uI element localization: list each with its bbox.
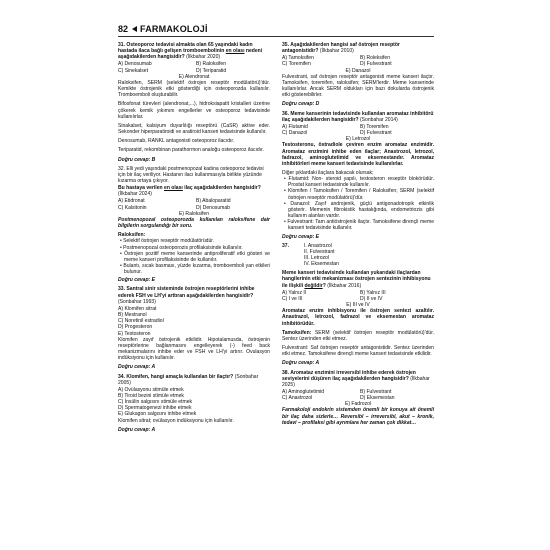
answer: Doğru cevap: E <box>118 277 156 284</box>
explanation: Fulvestrant, saf östrojen reseptör antagonisti meme kanseri ilaçtır. Tamoksifen, toremifen, raloksifen; SERM'lerdir. Meme kanserinde kullanılırlar. Ancak SERM oldukları için bazı dokularda östrojenik etki gösterebilirler. <box>282 73 434 99</box>
answer: Doğru cevap: D <box>282 101 320 108</box>
explanation: Denosumab, RANKL antagonisti osteoporoz ilacıdır. <box>118 138 235 145</box>
option: A) Flutamid <box>282 123 308 130</box>
roman-item: I. Anastrozol <box>304 242 332 249</box>
option: A) Etidronat <box>118 198 145 205</box>
option: D) Spermatogenezi inhibe etmek <box>118 405 192 412</box>
question-32-stem: 32. Elli yedi yaşındaki postmenopozal kadına osteoporoz tedavisi için bir ilaç veriliyor. Hastanın ilacı kullanmasıyla birlikte yüzünde kızarma ortaya çıkıyor. <box>118 165 264 184</box>
option: E) Danazol <box>345 67 371 74</box>
question-number: 37. <box>282 242 290 249</box>
explanation: Fulvestrant: Saf östrojen reseptör antagonistidir. Sentez üzerinden etki etmez. Tamoksifene dirençli meme kanseri tedavisinde etkilidir. <box>282 345 434 358</box>
question-31-stem: 31. Osteoporoz tedavisi almakta olan 65 yaşındaki kadın hastada ilaca bağlı gelişen tromboembolinin en olası nedeni aşağıdakilerden hangisidir? (İlkbahar 2020) <box>118 42 263 61</box>
answer: Doğru cevap: A <box>282 360 320 367</box>
option: C) İnsülin salgısını stimüle etmek <box>118 399 193 406</box>
bullet: • Postmenopozal osteoporozis profilaksisinde kullanılır. <box>120 244 243 251</box>
note: Farmakoloji endokrin sistemden önemli bir konuya ait önemli bir ilaç daha sizlerle… Reversibl – irreversibl, akut – kronik, tedavi – profilaksi gibi ayrımlara her zaman çok dikkat… <box>282 407 434 426</box>
triangle-left-icon <box>132 26 137 32</box>
option: D) Denosumab <box>196 204 230 211</box>
note: Postmenopozal osteoporozda kullanılan raloksifene dair bilgilerin sorgulandığı bir soru. <box>118 216 270 230</box>
option: C) Kalsitonin <box>118 204 147 211</box>
bullet: • Bulantı, sıcak basması, yüzde kızarma, tromboemboli yan etkileri bulunur. <box>120 263 270 276</box>
question-33-stem: 33. Santral sinir sisteminde östrojen reseptörlerini inhibe ederek FSH ve LH'yi arttıran aşağıdakilerden hangisidir? (Sonbahar 1993) <box>118 286 255 305</box>
explanation: Raloksifen, SERM (selektif östrojen reseptör modülatörü)'dür. Kemikte östrojenik etki göstərdiği için osteoporozda kullanılır. Tromboemboli oluşturabilir. <box>118 79 270 99</box>
option: B) Roleksifen <box>360 55 391 62</box>
explanation: Aromataz enzim inhibisyonu ile östrojen sentezi azaltılır. Anastrazol, letrozol, fadrazol ve eksemestan aromataz inhibitörüdür. <box>282 308 434 327</box>
option: C) Anastrozol <box>282 395 313 402</box>
question-37-options <box>282 290 434 302</box>
others-title: Diğer şıklardaki ilaçlara bakacak olursak; <box>282 169 374 176</box>
bullet: • Selektif östrojen reseptör modülatörüdür. <box>120 238 215 245</box>
option: E) Alendronat <box>178 73 210 80</box>
option: E) Letrozol <box>345 136 371 143</box>
option: D) Eksemestan <box>360 395 395 402</box>
bullet: • Östrojen pozitif meme kanserinde antiproliferatif etki gösteri ve meme kanseri profilaksisinde de kullanılır. <box>120 250 270 263</box>
left-column <box>118 42 270 436</box>
option: A) Tamoksifen <box>282 55 314 62</box>
option: B) Raloksifen <box>196 61 227 68</box>
option: D) Fulvestrant <box>360 130 392 137</box>
question-35-stem: 35. Aşağıdakilerden hangisi saf östrojen reseptör antagonistidir? (İlkbahar 2010) <box>282 42 400 55</box>
option: C) Danazol <box>282 130 308 137</box>
question-36-options <box>282 124 434 136</box>
roman-item: II. Fulvestrant <box>304 248 335 255</box>
option: C) Noretinil estradiol <box>118 318 164 325</box>
answer: Doğru cevap: E <box>282 233 320 240</box>
raloxifene-title: Raloksifen: <box>118 232 146 239</box>
answer: Doğru cevap: A <box>118 426 156 433</box>
bullet: • Danazol: Zayıf androjenik, güçlü antigonadotropik etkinlik gösterir. Memenin fibrokistik hastalığında, endometriozis gibi kullanım alanları vardır. <box>284 200 434 220</box>
option: E) Glukagon salgısını inhibe etmek <box>118 411 197 418</box>
answer: Doğru cevap: A <box>118 364 156 371</box>
option: A) Klomifen sitrat <box>118 305 157 312</box>
option: E) Testosteron <box>118 330 151 337</box>
question-31-options <box>118 61 270 73</box>
bullet: • Flutamid: Non- steroid yapılı, testosteron reseptör blokörüdür. Prostat kanseri tedavisinde kullanılır. <box>284 176 434 189</box>
explanation: Klomifen sitrat; ovülasyon indüksiyonu için kullanılır. <box>118 417 234 424</box>
question-37-list <box>282 243 434 268</box>
option: B) Mestranol <box>118 312 147 319</box>
option: D) Teriparatid <box>196 67 227 74</box>
option: A) Aminoglutetimid <box>282 388 325 395</box>
option: D) Progesteron <box>118 324 153 331</box>
question-32-question: Bu hastaya verilen en olası ilaç aşağıdakilerden hangisidir? (İlkbahar 2024) <box>118 185 261 198</box>
roman-item: III. Letrozol <box>304 255 329 261</box>
question-32-options <box>118 198 270 210</box>
explanation: Tamoksifen: SERM (selektif östrojen reseptör modülatörü)'dür. Sentez üzerinden etki etmez. <box>282 329 434 342</box>
option: E) Raloksifen <box>178 210 209 217</box>
question-36-stem: 36. Meme kanserinin tedavisinde kullanılan aromataz inhibitörü ilaç aşağıdakilerden hangisidir? (Sonbahar 2014) <box>282 110 434 123</box>
bullet: • Fulvestrant: Tam antiöstrojenik ilaçtır. Tamoksifene dirençli meme kanseri tedavisinde kullanılır. <box>284 219 434 232</box>
right-column <box>282 42 434 429</box>
option: E) Fadrozol <box>344 401 372 408</box>
option: C) Sinekalset <box>118 67 149 74</box>
option: B) Abaloparatid <box>196 198 231 205</box>
question-34-stem: 34. Klomifen, hangi amaçla kullanılan bir ilaçtır? (Sonbahar 2005) <box>118 373 259 386</box>
question-38-options <box>282 389 434 401</box>
option: B) Tiroid bezini stimüle etmek <box>118 392 184 399</box>
explanation: Sinakalset, kalsiyum duyarlılığı reseptörü (CaSR) aktive eder. Sekonder hiperparatiroidi ve aratiroid kanseri tedavisinde kullanılır. <box>118 122 270 136</box>
chapter-title: FARMAKOLOJİ <box>140 24 208 34</box>
question-35-options <box>282 55 434 67</box>
explanation: Klomifen zayıf östrojenik etkilidir. Hipotalamusda, östrojenin reseptörlerine bağlanmasını engelleyerek (-) feed back mekanizmalarını inhibe eder ve FSH ve LH'yi artırır. Ovulasyon indüksiyonu için kullanılır. <box>118 336 270 362</box>
header-rule <box>118 36 434 37</box>
option: E) III ve IV <box>346 302 370 309</box>
explanation: Teriparatid, rekombinan parathormon analoğu osteoporoz ilacıdır. <box>118 147 264 154</box>
roman-item: IV. Eksemestan <box>304 261 339 268</box>
option: D) II ve IV <box>360 295 383 302</box>
page-number: 82 <box>118 24 129 34</box>
option: C) Toremifen <box>282 61 311 68</box>
bullet: • Klomifen / Tamoksifen / Toremifen / Raloksifen; SERM (selektif östrojen reseptör modülatörü)'dür. <box>284 188 434 201</box>
answer: Doğru cevap: B <box>118 156 156 163</box>
question-38-stem: 38. Aromataz enzimini irreversibl inhibe ederek östrojen seviyelerini düşüren ilaç aşağıdakilerden hangisidir? (İlkbahar 2025) <box>282 369 430 388</box>
option: A) Denosumab <box>118 61 152 68</box>
question-37-stem: Meme kanseri tedavisinde kullanılan yukarıdaki ilaçlardan hangilerinin etki mekanizması östrojen sentezinin inhibisyonu ile ilişkili değildir? (İlkbahar 2016) <box>282 270 431 289</box>
option: A) Ovülasyonu stimüle etmek <box>118 386 184 393</box>
option: B) Yalnız III <box>360 289 386 296</box>
option: A) Yalnız II <box>282 289 307 296</box>
option: B) Fulvestrant <box>360 388 392 395</box>
option: D) Fulvestrant <box>360 61 392 68</box>
option: C) I ve III <box>282 295 303 302</box>
explanation: Testosteronu, östradiole çeviren enzim aromataz enzimidir. Aromataz enzimini inhibe eden ilaçlar; Anastrozol, letrozol, fadrazol, aminoglutetimid ve eksemestandır. Aromataz inhibitörleri meme kanseri tedavisinde kullanılırlar. <box>282 142 434 167</box>
option: B) Toremifen <box>360 123 389 130</box>
explanation: Bifosfonat türevleri (alendronat,...), hidroksiapatit kristalleri üzerine çökerek kemik yıkımını engellerler ve osteoporoz tedavisinde kullanılırlar. <box>118 101 270 120</box>
page-header <box>118 23 208 35</box>
